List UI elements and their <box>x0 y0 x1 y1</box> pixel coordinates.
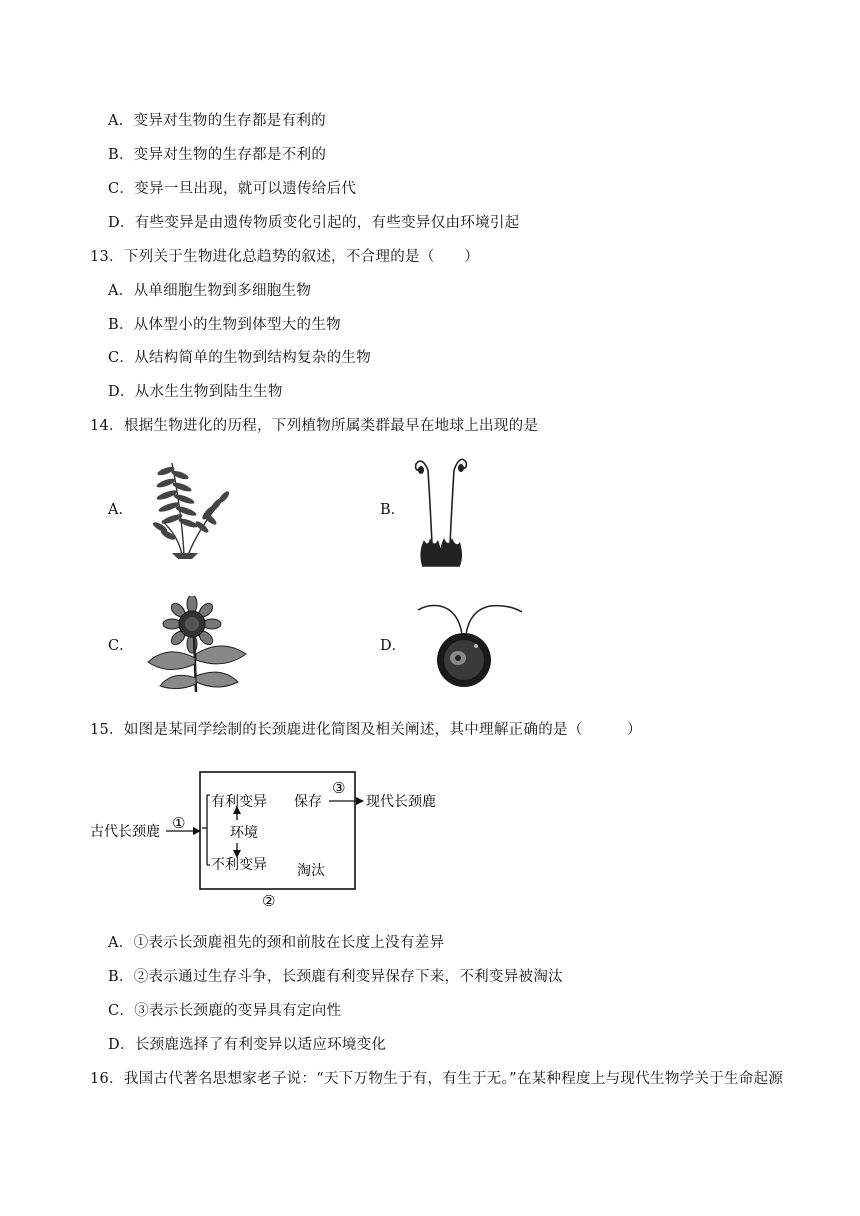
eliminate-label: 淘汰 <box>297 863 325 879</box>
q12-option-c: C．变异一旦出现，就可以遗传给后代 <box>108 181 357 197</box>
giraffe-evolution-diagram <box>80 765 460 910</box>
unfavorable-variation-label: 不利变异 <box>211 857 267 873</box>
q16-stem: 16．我国古代著名思想家老子说：“天下万物生于有，有生于无。”在某种程度上与现代生物学关于生命起源 <box>90 1071 784 1087</box>
q13-option-b: B．从体型小的生物到体型大的生物 <box>108 317 341 333</box>
environment-label: 环境 <box>230 825 258 841</box>
q14-label-b: B． <box>380 502 406 518</box>
fern-icon <box>142 455 252 563</box>
q12-option-b: B．变异对生物的生存都是不利的 <box>108 147 327 163</box>
q15-option-b: B．②表示通过生存斗争，长颈鹿有利变异保存下来，不利变异被淘汰 <box>108 969 563 985</box>
moss-icon <box>408 452 474 570</box>
q15-option-a: A．①表示长颈鹿祖先的颈和前肢在长度上没有差异 <box>108 935 445 951</box>
chlamydomonas-icon <box>410 600 528 692</box>
q13-option-d: D．从水生生物到陆生生物 <box>108 384 283 400</box>
sunflower-icon <box>142 596 254 692</box>
q13-option-a: A．从单细胞生物到多细胞生物 <box>108 283 312 299</box>
marker-2: ② <box>262 892 276 910</box>
favorable-variation-label: 有利变异 <box>211 794 267 810</box>
marker-3: ③ <box>332 779 346 797</box>
marker-1: ① <box>172 814 186 832</box>
q12-option-d: D．有些变异是由遗传物质变化引起的，有些变异仅由环境引起 <box>108 215 520 231</box>
ancient-giraffe-label: 古代长颈鹿 <box>90 824 160 840</box>
q13-stem: 13．下列关于生物进化总趋势的叙述，不合理的是（ ） <box>90 249 480 265</box>
modern-giraffe-label: 现代长颈鹿 <box>366 794 436 810</box>
q12-option-a: A．变异对生物的生存都是有利的 <box>108 113 326 129</box>
q15-option-c: C．③表示长颈鹿的变异具有定向性 <box>108 1003 342 1019</box>
q15-option-d: D．长颈鹿选择了有利变异以适应环境变化 <box>108 1037 387 1053</box>
q14-stem: 14．根据生物进化的历程，下列植物所属类群最早在地球上出现的是 <box>90 418 539 434</box>
q14-label-c: C． <box>108 638 134 654</box>
q14-label-d: D． <box>380 638 407 654</box>
q14-label-a: A． <box>108 502 133 518</box>
preserve-label: 保存 <box>294 794 322 810</box>
q15-stem: 15．如图是某同学绘制的长颈鹿进化简图及相关阐述，其中理解正确的是（ ） <box>90 722 642 738</box>
q13-option-c: C．从结构简单的生物到结构复杂的生物 <box>108 350 371 366</box>
